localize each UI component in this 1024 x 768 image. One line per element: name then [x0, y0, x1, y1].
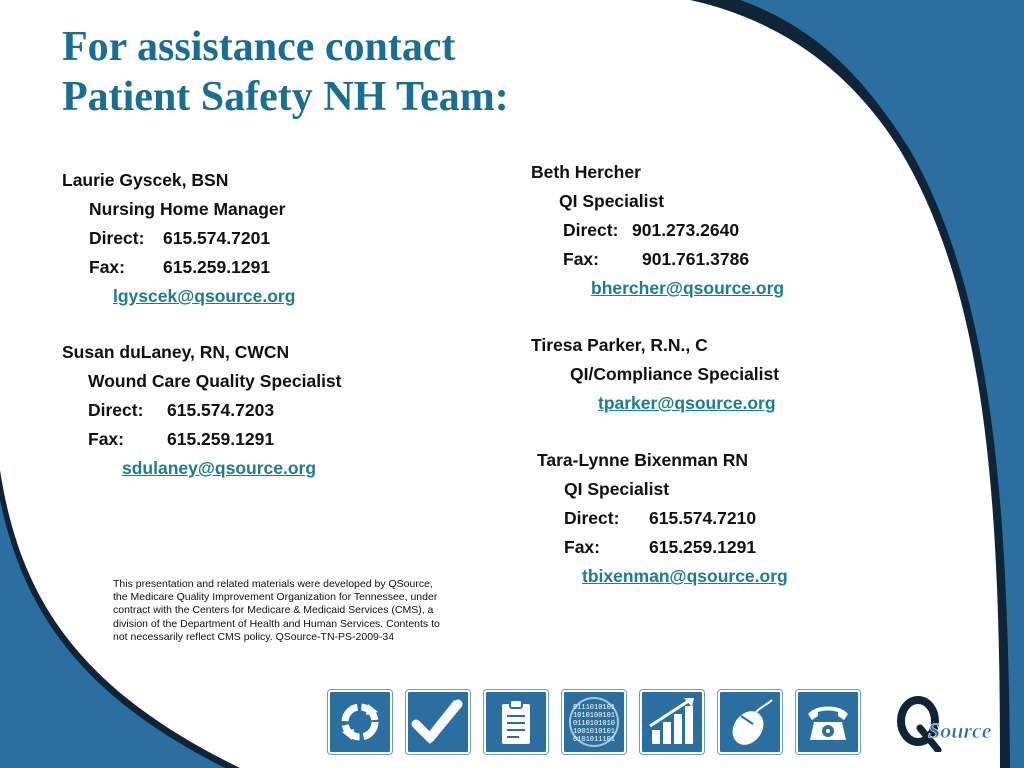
- contact-direct: [564, 508, 756, 529]
- svg-text:1001010101: 1001010101: [572, 728, 616, 736]
- disclaimer-text: This presentation and related materials were developed by QSource, the Medicare Quality Improvement Organization for Tennessee, under contract with the Centers for Medicare & Medicaid Services (CMS), a division of the Department of Health and Human Services. Contents to not necessarily reflect CMS policy. QSource-TN-PS-2009-34: [113, 578, 440, 643]
- email-link[interactable]: sdulaney@qsource.org: [122, 458, 317, 478]
- computer-mouse-icon: [718, 690, 782, 754]
- binary-data-icon: [562, 690, 626, 754]
- contact-role: Nursing Home Manager: [89, 199, 286, 219]
- bar-chart-growth-icon: [640, 690, 704, 754]
- contact-name: Laurie Gyscek, BSN: [62, 170, 229, 190]
- svg-text:1010100101: 1010100101: [572, 712, 616, 720]
- contact-role: Wound Care Quality Specialist: [88, 371, 342, 391]
- contact-name: Tiresa Parker, R.N., C: [531, 335, 708, 355]
- direct-label: Direct:: [564, 508, 620, 528]
- contact-name: Susan duLaney, RN, CWCN: [62, 342, 290, 362]
- direct-label: Direct:: [89, 228, 145, 248]
- direct-label: Direct:: [563, 220, 619, 240]
- fax-label: Fax:: [88, 429, 124, 449]
- contact-role: QI Specialist: [559, 191, 665, 211]
- contact-email-row: [122, 458, 316, 479]
- cycle-arrows-icon: [328, 690, 392, 754]
- email-link[interactable]: lgyscek@qsource.org: [113, 286, 296, 306]
- contact-fax: [88, 429, 274, 450]
- contact-email-row: [598, 393, 776, 414]
- telephone-icon: [796, 690, 860, 754]
- page-title: [62, 22, 509, 122]
- email-link[interactable]: tparker@qsource.org: [598, 393, 776, 413]
- fax-number: 615.259.1291: [167, 429, 275, 449]
- direct-number: 615.574.7203: [167, 400, 275, 420]
- contact-fax: [564, 537, 756, 558]
- title-line-2: Patient Safety NH Team:: [62, 74, 509, 120]
- svg-text:0101011101: 0101011101: [572, 736, 616, 744]
- contact-role: QI/Compliance Specialist: [570, 364, 780, 384]
- contact-direct: [563, 220, 739, 241]
- fax-number: 901.761.3786: [642, 249, 750, 269]
- contact-direct: [88, 400, 274, 421]
- checkmark-ruler-icon: [406, 690, 470, 754]
- fax-number: 615.259.1291: [649, 537, 757, 557]
- contact-fax: [563, 249, 749, 270]
- contact-name: Beth Hercher: [531, 162, 641, 182]
- svg-text:0111010101: 0111010101: [572, 704, 616, 712]
- contact-email-row: [591, 278, 784, 299]
- contact-direct: [89, 228, 270, 249]
- qsource-logo: [894, 694, 1014, 752]
- direct-number: 615.574.7201: [163, 228, 271, 248]
- svg-text:0110101010: 0110101010: [572, 720, 616, 728]
- contact-role: QI Specialist: [564, 479, 670, 499]
- direct-number: 901.273.2640: [632, 220, 740, 240]
- fax-number: 615.259.1291: [163, 257, 271, 277]
- fax-label: Fax:: [563, 249, 599, 269]
- clipboard-icon: [484, 690, 548, 754]
- contact-email-row: [113, 286, 295, 307]
- title-line-1: For assistance contact: [62, 24, 456, 70]
- fax-label: Fax:: [89, 257, 125, 277]
- svg-text:Source: Source: [928, 718, 992, 743]
- contact-name: Tara-Lynne Bixenman RN: [537, 450, 749, 470]
- contact-email-row: [582, 566, 788, 587]
- direct-number: 615.574.7210: [649, 508, 757, 528]
- email-link[interactable]: bhercher@qsource.org: [591, 278, 785, 298]
- direct-label: Direct:: [88, 400, 144, 420]
- fax-label: Fax:: [564, 537, 600, 557]
- contact-fax: [89, 257, 270, 278]
- email-link[interactable]: tbixenman@qsource.org: [582, 566, 788, 586]
